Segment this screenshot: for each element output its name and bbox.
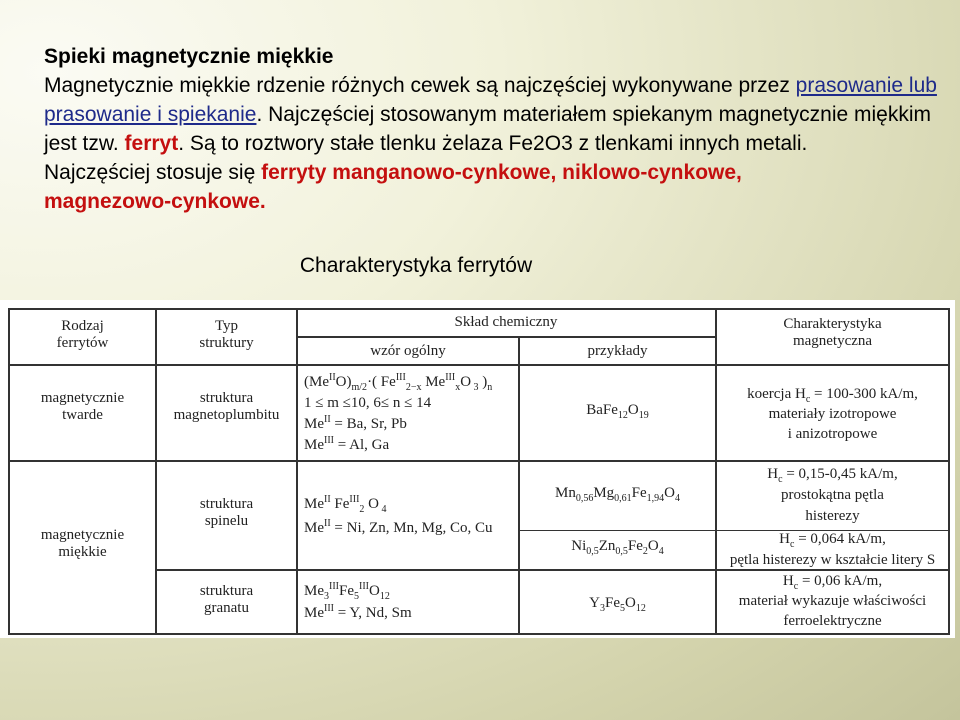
wzor-magnetoplumbit-l3: $Me^{II} = Ba$, Sr, Pb (304, 414, 407, 432)
header-sub-divider (296, 336, 716, 338)
char-twarde-l1 (717, 384, 948, 404)
char-granat-l3: ferroelektryczne (783, 613, 882, 629)
header-rodzaj-l1: Rodzaj (61, 318, 104, 334)
przyklad-mnmgfe: $Mn_{0,56}Mg_{0,61}Fe_{1,94}O_4$ (554, 485, 681, 504)
wzor-spinel-l2: $Me^{II} = Ni$, Zn, Mn, Mg, Co, Cu (304, 518, 493, 536)
wzor-granat-formula: $Me_3^{III}Fe_5^{III}O_{12}$ (304, 581, 390, 602)
wzor-spinel (304, 492, 516, 540)
slide-heading: Spieki magnetycznie miękkie (44, 45, 334, 68)
caption-text: Charakterystyka ferrytów (299, 254, 533, 277)
typ-magnetoplumbit (157, 390, 296, 424)
wzor-granat-l2-text: = Y, Nd, Sm (337, 605, 412, 621)
przyklad-bafe: $BaFe_{12}O_{19}$ (586, 402, 649, 421)
header-typ-l2: struktury (199, 335, 254, 351)
char-spinel-1 (717, 464, 948, 527)
typ-spinel-l1: struktura (199, 496, 254, 512)
typ-magnetoplumbit-l1: struktura (199, 390, 254, 406)
char-granat-value: = 0,06 kA/m, (801, 573, 883, 589)
typ-spinel (157, 496, 296, 530)
header-bottom-divider (8, 364, 950, 366)
wzor-granat-l2: $Me^{III} = Y$, Nd, Sm (304, 603, 412, 621)
header-char-l1: Charakterystyka (783, 316, 882, 332)
table-border-top (8, 308, 950, 310)
header-typ-l1: Typ (214, 318, 239, 334)
wzor-magnetoplumbit-l3-text: = Ba, Sr, Pb (334, 416, 407, 432)
wzor-magnetoplumbit (304, 372, 516, 456)
char-spinel-1-l1: $H_c = 0,15-0,45$ kA/m, (767, 466, 898, 485)
char-spinel-2-l2: pętla histerezy w kształcie litery S (729, 552, 936, 568)
magnezowo-highlight: magnezowo-cynkowe. (44, 190, 266, 213)
typ-granat (157, 583, 296, 617)
wzor-granat (304, 580, 516, 624)
paragraph-2 (44, 158, 944, 216)
wzor-spinel-l2-text: = Ni, Zn, Mn, Mg, Co, Cu (334, 520, 493, 536)
p1-text-a: Magnetycznie miękkie rdzenie różnych cewek są najczęściej wykonywane przez (44, 74, 796, 97)
typ-granat-l2: granatu (204, 600, 249, 616)
ferryty-highlight: ferryty manganowo-cynkowe, niklowo-cynkowe, (261, 161, 742, 184)
char-twarde-l3: i anizotropowe (787, 426, 878, 442)
rodzaj-twarde-l2: twarde (62, 407, 103, 423)
rodzaj-twarde (10, 390, 155, 424)
rodzaj-miekkie (10, 527, 155, 561)
char-spinel-2-l1: $H_c = 0,064$ kA/m, (779, 531, 886, 550)
header-typ (157, 318, 296, 352)
char-spinel-2-value: = 0,064 kA/m, (798, 531, 886, 547)
wzor-magnetoplumbit-formula: $(Me^{II}O)_{m/2}\cdot$( $Fe^{III}_{2-x}$ $Me^{III}_xO$ $_3$ )$_n$ (304, 372, 493, 393)
row-divider-1 (8, 460, 950, 462)
header-charakterystyka (717, 316, 948, 350)
header-przyklady: przykłady (587, 343, 648, 359)
slide-text-block (44, 42, 944, 216)
p2-text-a: Najczęściej stosuje się (44, 161, 262, 184)
char-spinel-2 (717, 529, 948, 571)
p1-text-c: . Są to roztwory stałe tlenku żelaza Fe2O3 z tlenkami innych metali. (178, 132, 808, 155)
wzor-magnetoplumbit-l2: 1 ≤ m ≤10, 6≤ n ≤ 14 (304, 395, 432, 411)
wzor-magnetoplumbit-l4-text: = Al, Ga (337, 437, 390, 453)
wzor-spinel-formula: $Me^{II}$ $Fe^{III}_2$ O $_4$ (304, 494, 387, 515)
wzor-magnetoplumbit-l4: $Me^{III} = Al$, Ga (304, 435, 390, 453)
header-char-l2: magnetyczna (792, 333, 873, 349)
typ-magnetoplumbit-l2: magnetoplumbitu (173, 407, 280, 423)
header-rodzaj (10, 318, 155, 352)
table-border-right (948, 308, 950, 634)
char-twarde-value: = 100-300 kA/m, (810, 386, 918, 402)
char-granat (717, 571, 948, 631)
typ-granat-l1: struktura (199, 583, 254, 599)
spiekanie-link[interactable]: prasowanie lub prasowanie i spiekanie (44, 74, 937, 126)
char-spinel-1-value: = 0,15-0,45 kA/m, (786, 466, 898, 482)
char-twarde-l2: materiały izotropowe (768, 406, 897, 422)
char-spinel-1-l2: prostokątna pętla (781, 487, 884, 503)
char-twarde-hc: koercja H (747, 386, 806, 402)
char-twarde-hc-sub: c (805, 394, 811, 405)
ferrite-table-image (0, 300, 955, 638)
przyklad-nizn: $Ni_{0,5}Zn_{0,5}Fe_2O_4$ (571, 538, 664, 557)
header-wzor: wzór ogólny (370, 343, 446, 359)
table-caption (0, 254, 832, 278)
char-granat-l1: $H_c = 0,06$ kA/m, (782, 573, 883, 592)
rodzaj-miekkie-l2: miękkie (58, 544, 107, 560)
char-twarde (717, 384, 948, 444)
table-border-left (8, 308, 10, 634)
paragraph-1 (44, 71, 944, 158)
przyklad-yfe: $Y_3Fe_5O_{12}$ (589, 595, 646, 614)
header-rodzaj-l2: ferrytów (56, 335, 109, 351)
typ-spinel-l2: spinelu (204, 513, 249, 529)
table-border-bottom (8, 633, 950, 635)
char-granat-l2: materiał wykazuje właściwości (738, 593, 927, 609)
char-spinel-1-l3: histerezy (805, 508, 860, 524)
rodzaj-twarde-l1: magnetycznie (40, 390, 125, 406)
rodzaj-miekkie-l1: magnetycznie (40, 527, 125, 543)
ferryt-highlight: ferryt (124, 132, 179, 155)
p1-text-b: . Najczęściej stosowanym materiałem spiekanym magnetycznie miękkim jest tzw. (44, 103, 932, 155)
header-sklad: Skład chemiczny (454, 314, 558, 330)
